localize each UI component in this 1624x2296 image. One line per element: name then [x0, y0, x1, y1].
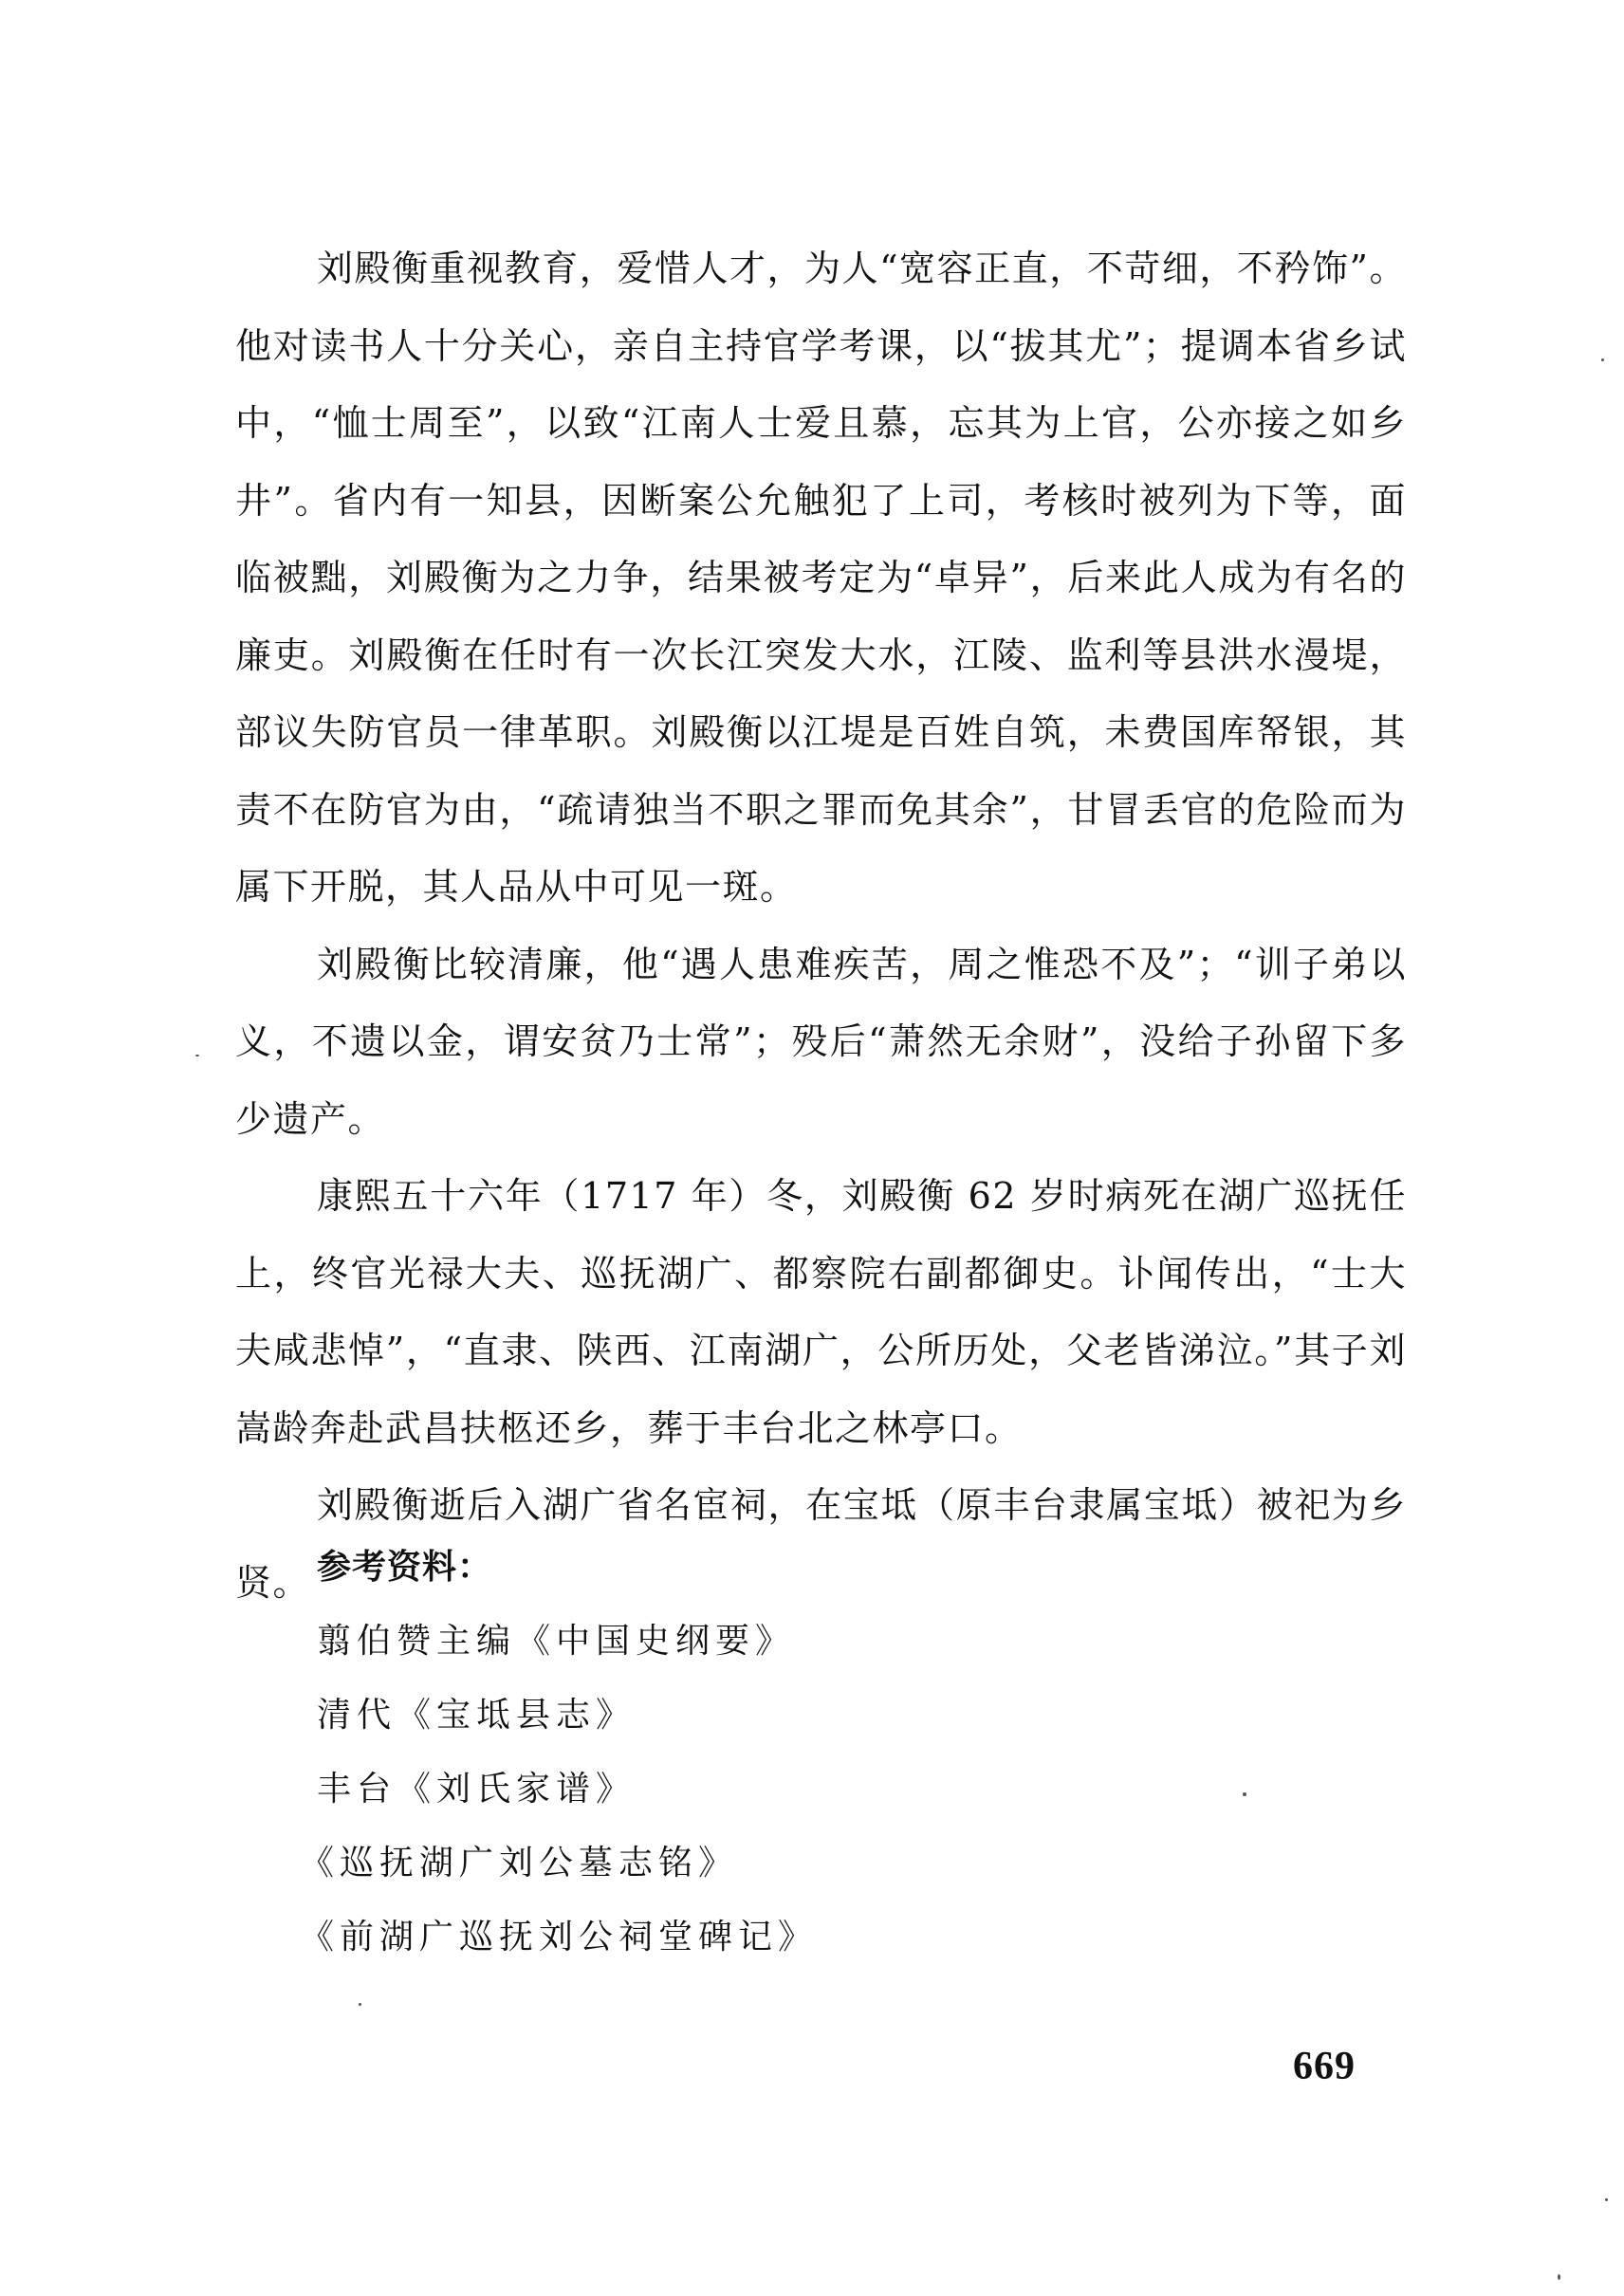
reference-item: 清代《宝坻县志》 — [317, 1696, 637, 1735]
paragraph-integrity: 刘殿衡比较清廉，他“遇人患难疾苦，周之惟恐不及”；“训子弟以义，不遗以金，谓安贫乃士常”；殁后“萧然无余财”，没给子孙留下多少遗产。 — [235, 943, 1407, 1140]
reference-item: 翦伯赞主编《中国史纲要》 — [317, 1622, 796, 1661]
reference-item: 《前湖广巡抚刘公祠堂碑记》 — [300, 1918, 819, 1956]
scan-speck — [1558, 2274, 1560, 2280]
references-title: 参考资料： — [317, 1548, 493, 1587]
reference-item: 丰台《刘氏家谱》 — [317, 1770, 637, 1809]
scan-speck — [1601, 358, 1604, 361]
page-number: 669 — [1293, 2045, 1356, 2088]
scan-speck — [359, 2003, 361, 2006]
paragraph-honors: 刘殿衡逝后入湖广省名宦祠，在宝坻（原丰台隶属宝坻）被祀为乡贤。 — [235, 1484, 1407, 1604]
references-section — [300, 1531, 819, 1975]
scan-speck — [1605, 2198, 1608, 2201]
paragraph-death: 康熙五十六年（1717 年）冬，刘殿衡 62 岁时病死在湖广巡抚任上，终官光禄大夫、巡抚湖广、都察院右副都御史。讣闻传出，“士大夫咸悲悼”，“直隶、陕西、江南湖广，公所历处，父老皆涕泣。”其子刘嵩龄奔赴武昌扶柩还乡，葬于丰台北之林亭口。 — [235, 1175, 1407, 1449]
body-text — [235, 230, 1407, 1622]
scan-speck — [1243, 1792, 1246, 1796]
scan-speck — [195, 1055, 199, 1056]
reference-item: 《巡抚湖广刘公墓志铭》 — [300, 1844, 739, 1883]
paragraph-education: 刘殿衡重视教育，爱惜人才，为人“宽容正直，不苛细，不矜饰”。他对读书人十分关心，亲自主持官学考课，以“拔其尤”；提调本省乡试中，“恤士周至”，以致“江南人士爱且慕，忘其为上官，公亦接之如乡井”。省内有一知县，因断案公允触犯了上司，考核时被列为下等，面临被黜，刘殿衡为之力争，结果被考定为“卓异”，后来此人成为有名的廉吏。刘殿衡在任时有一次长江突发大水，江陵、监利等县洪水漫堤，部议失防官员一律革职。刘殿衡以江堤是百姓自筑，未费国库帑银，其责不在防官为由，“疏请独当不职之罪而免其余”，甘冒丢官的危险而为属下开脱，其人品从中可见一斑。 — [235, 248, 1407, 908]
